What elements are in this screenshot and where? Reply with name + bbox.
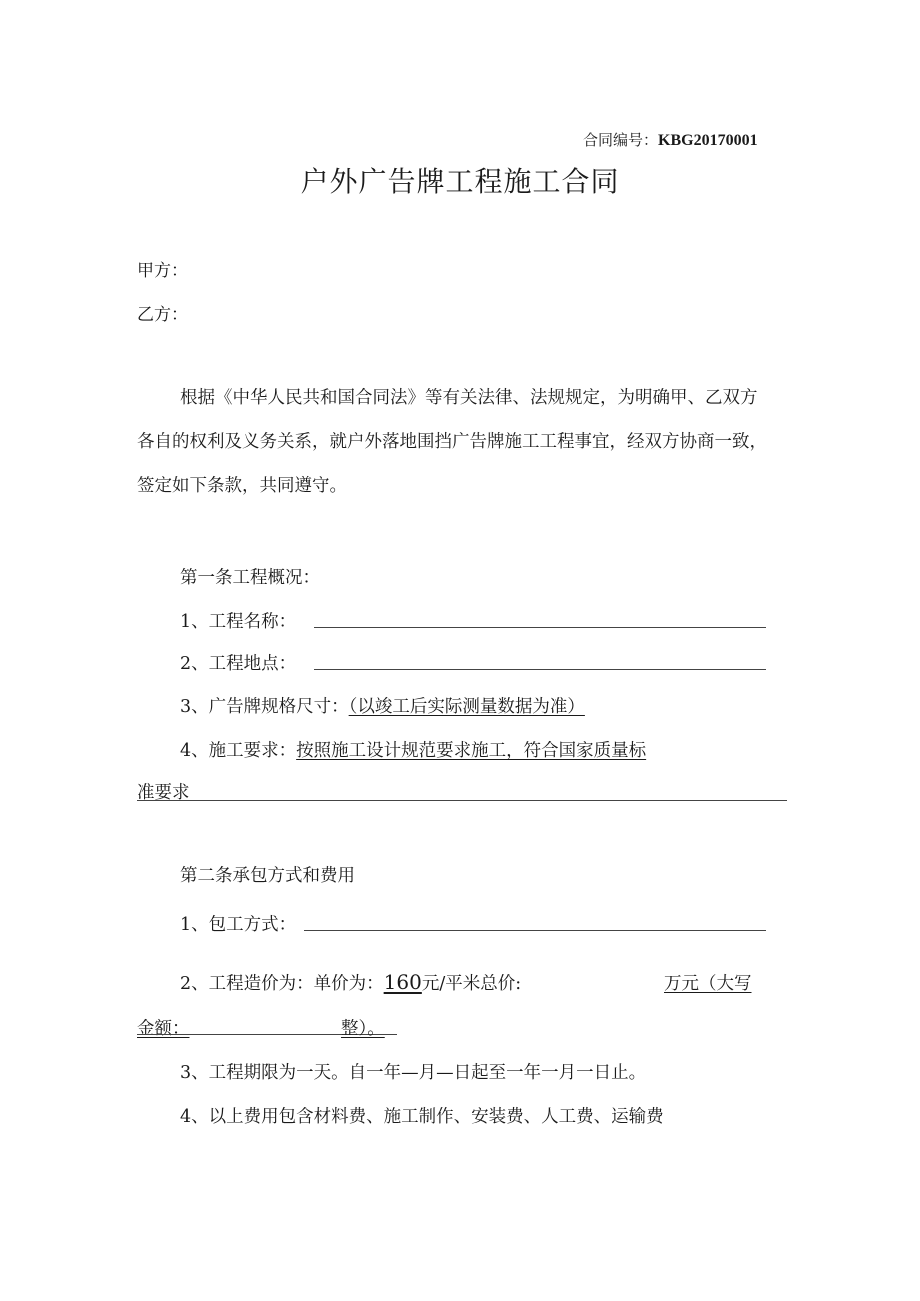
document-title: 户外广告牌工程施工合同 <box>300 165 620 198</box>
article-1-heading: 第一条工程概况： <box>180 568 320 588</box>
project-location-blank <box>314 669 766 670</box>
billboard-size-value: （以竣工后实际测量数据为准） <box>348 697 585 717</box>
article-2-item-1-label: 1、包工方式： <box>180 915 297 935</box>
contract-number-value: KBG20170001 <box>658 132 758 149</box>
construction-requirement-value: 按照施工设计规范要求施工，符合国家质量标 <box>296 741 647 761</box>
article-2-item-3: 3、工程期限为一天。自一年—月—日起至一年一月一日止。 <box>180 1063 647 1083</box>
construction-requirement-cont: 准要求 <box>137 783 190 803</box>
article-1-item-2-label: 2、工程地点： <box>180 654 297 674</box>
contract-number-label: 合同编号： <box>583 131 659 149</box>
party-b-label: 乙方： <box>137 305 188 325</box>
article-2-heading: 第二条承包方式和费用 <box>180 866 355 886</box>
unit-price-value: 160 <box>383 970 422 994</box>
unit-price-unit: 元/平米总价: <box>421 974 522 994</box>
project-name-blank <box>314 627 766 628</box>
intro-line-1: 根据《中华人民共和国合同法》等有关法律、法规规定，为明确甲、乙双方 <box>180 388 758 408</box>
construction-requirement-blank <box>137 800 787 801</box>
intro-line-3: 签定如下条款，共同遵守。 <box>137 476 347 496</box>
intro-line-2: 各自的权利及义务关系，就户外落地围挡广告牌施工工程事宜，经双方协商一致， <box>137 432 767 452</box>
article-1-item-3-label: 3、广告牌规格尺寸： <box>180 697 349 717</box>
party-a-label: 甲方： <box>137 261 188 281</box>
article-2-item-2-label: 2、工程造价为：单价为： <box>180 974 384 994</box>
contract-method-blank <box>304 930 766 931</box>
contract-number <box>583 129 758 150</box>
total-price-unit: 万元（大写 <box>664 974 752 994</box>
article-1-item-3 <box>180 693 585 718</box>
article-2-item-2 <box>180 970 521 995</box>
article-1-item-4-label: 4、施工要求： <box>180 741 297 761</box>
amount-in-words-end: 整）。 <box>341 1019 385 1039</box>
article-1-item-1-label: 1、工程名称： <box>180 612 297 632</box>
amount-in-words-label: 金额： <box>137 1019 190 1039</box>
article-2-item-4: 4、以上费用包含材料费、施工制作、安装费、人工费、运输费 <box>180 1107 664 1127</box>
article-1-item-4 <box>180 737 646 762</box>
